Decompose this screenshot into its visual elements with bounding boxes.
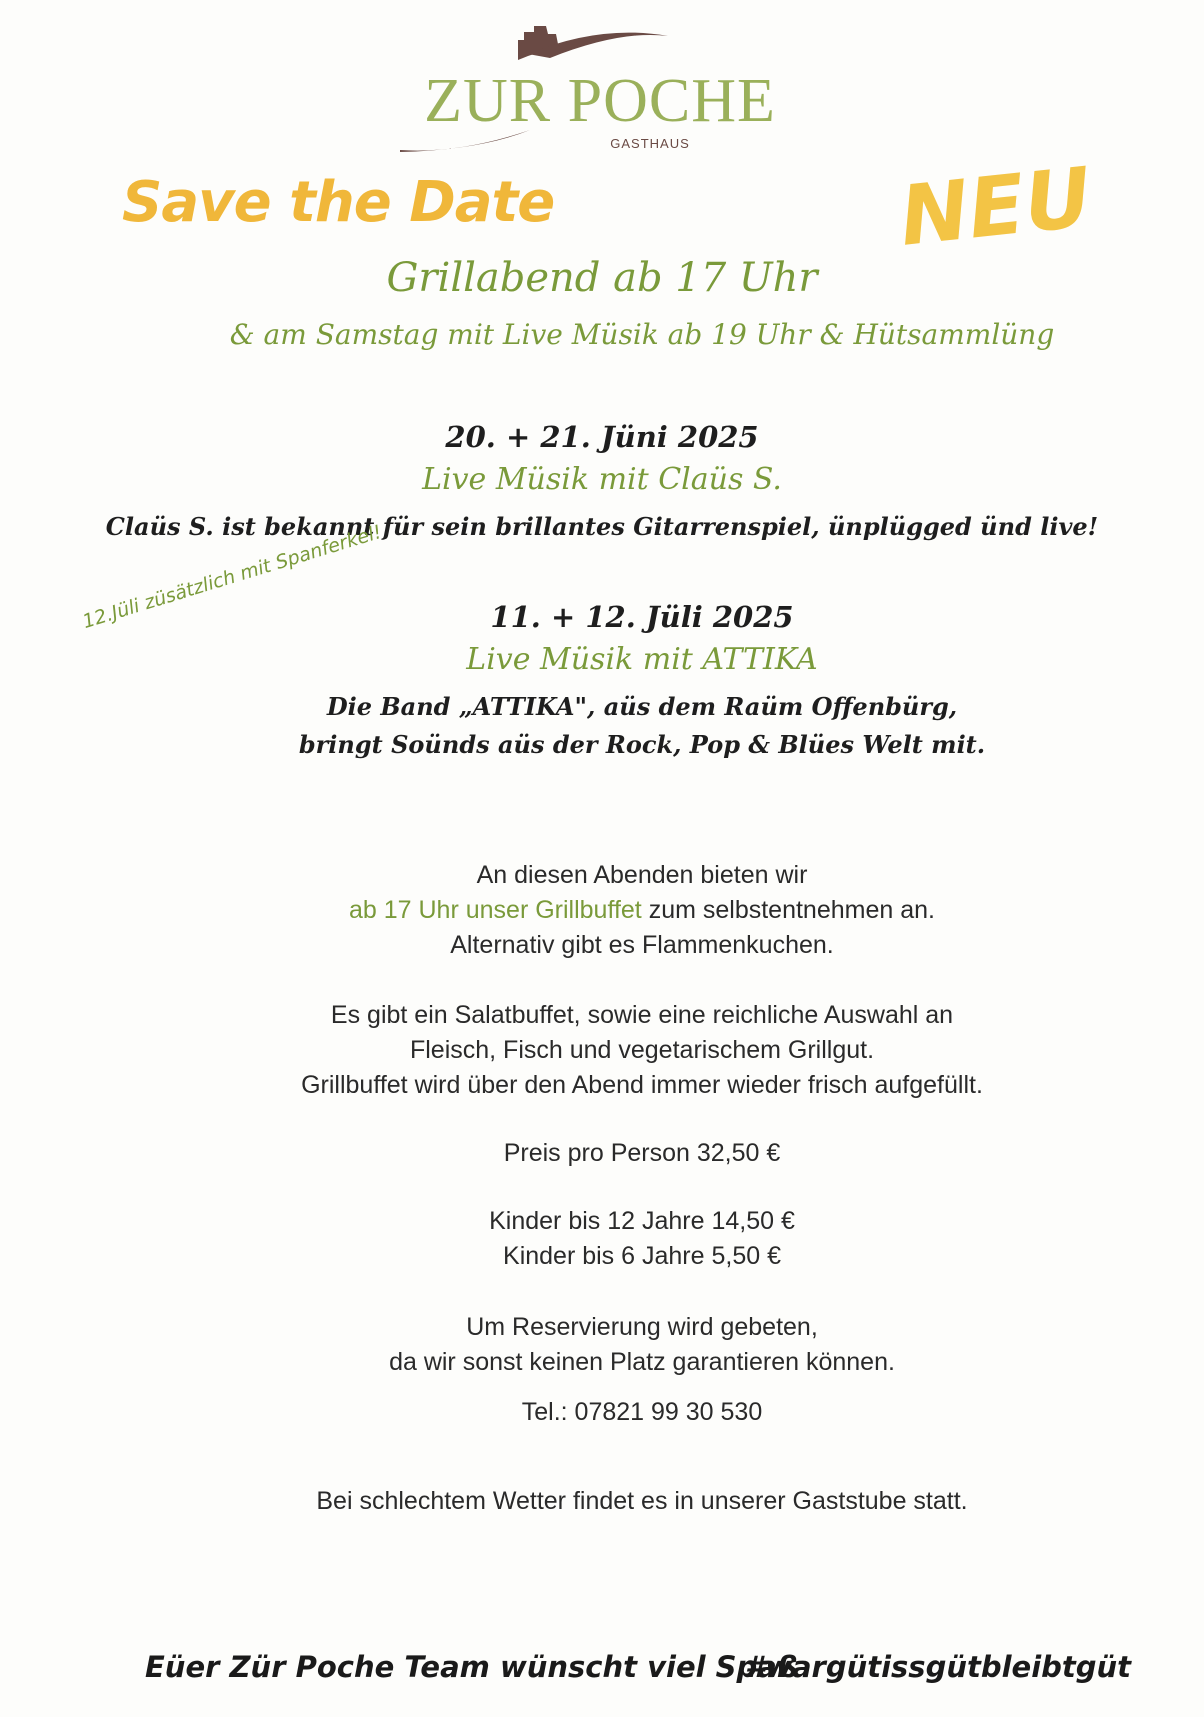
kids-price: Kinder bis 6 Jahre 5,50 € [503,1242,781,1270]
info-line: Grillbuffet wird über den Abend immer wieder frisch aufgefüllt. [301,1071,983,1099]
event-date: 11. + 12. Jüli 2025 [490,600,794,634]
event-description: Claüs S. ist bekannt für sein brillantes Gitarrenspiel, ünplügged ünd live! [105,512,1099,541]
event-description: bringt Soünds aüs der Rock, Pop & Blües Welt mit. [298,730,986,759]
event-description: Die Band „ATTIKA", aüs dem Raüm Offenbürg, [326,692,958,721]
restaurant-logo [400,18,800,158]
info-line: Alternativ gibt es Flammenkuchen. [450,931,834,959]
new-badge: NEU [895,150,1096,265]
logo-subtitle: GASTHAUS [610,136,690,151]
info-line: Es gibt ein Salatbuffet, sowie eine reichliche Auswahl an [330,1001,954,1029]
kids-price: Kinder bis 12 Jahre 14,50 € [489,1207,795,1235]
reservation-note: da wir sonst keinen Platz garantieren können. [389,1348,895,1376]
info-line: Fleisch, Fisch und vegetarischem Grillgut. [409,1036,875,1064]
info-line: An diesen Abenden bieten wir [476,861,808,889]
event-act: Live Müsik mit Claüs S. [422,462,782,497]
info-line [40,893,1204,928]
event-date: 20. + 21. Jüni 2025 [445,420,759,454]
weather-note: Bei schlechtem Wetter findet es in unserer Gaststube statt. [316,1487,968,1515]
footer-hashtag: #wargütissgütbleibtgüt [745,1650,1132,1684]
reservation-note: Um Reservierung wird gebeten, [466,1313,818,1341]
info-line-rest: zum selbstentnehmen an. [641,896,935,924]
save-the-date-heading: Save the Date [122,170,555,235]
grillbuffet-highlight: ab 17 Uhr unser Grillbuffet [349,896,642,924]
event-act: Live Müsik mit ATTIKA [466,642,818,677]
subheadline: & am Samstag mit Live Müsik ab 19 Uhr & Hütsammlüng [229,318,1055,351]
price: Preis pro Person 32,50 € [503,1139,781,1167]
headline: Grillabend ab 17 Uhr [386,255,818,301]
side-note: 12.Jüli züsätzlich mit Spanferkel! [80,520,385,634]
logo-title: ZUR POCHE [424,67,776,135]
footer-greeting: Eüer Zür Poche Team wünscht viel Spaß [145,1650,798,1684]
phone-number: Tel.: 07821 99 30 530 [521,1398,763,1426]
